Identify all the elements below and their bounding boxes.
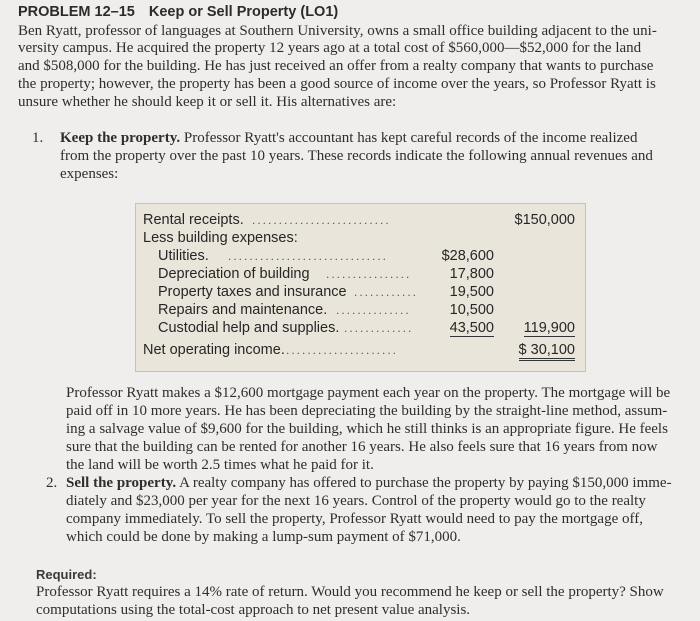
alternative-1-line: from the property over the past 10 years. These records indicate the following annual revenues and: [60, 148, 653, 164]
required-heading: Required:: [36, 567, 97, 582]
table-row: [136, 212, 585, 230]
intro-line: unsure whether he should keep it or sell it. His alternatives are:: [18, 94, 397, 110]
leader-dots: ..............: [336, 303, 411, 317]
mortgage-line: ing a salvage value of $9,600 for the building, which he still thinks is an appropriate figure. He feels: [66, 421, 668, 437]
alternative-2-line: which could be done by making a lump-sum payment of $71,000.: [66, 529, 461, 545]
leader-dots: ............: [354, 285, 419, 299]
alternative-2-title: Sell the property.: [66, 475, 177, 491]
alternative-1-line: expenses:: [60, 166, 119, 182]
expense-label: Custodial help and supplies.: [158, 320, 340, 336]
expense-label: Depreciation of building: [158, 266, 310, 282]
leader-dots: ..........................: [252, 213, 391, 227]
alternative-2-line: diately and $23,000 per year for the next 16 years. Control of the property would go to the realty: [66, 493, 646, 509]
table-row: [136, 284, 585, 302]
alternative-1-first-line: [60, 130, 637, 147]
table-row: [136, 320, 585, 338]
table-row: [136, 230, 585, 248]
net-income-total: $ 30,100: [519, 342, 575, 361]
mortgage-line: paid off in 10 more years. He has been depreciating the building by the straight-line method, assum-: [66, 403, 668, 419]
learning-objective: (LO1): [300, 4, 339, 20]
expense-value: 17,800: [449, 266, 494, 282]
problem-label: PROBLEM 12–15: [18, 4, 135, 20]
required-line: Professor Ryatt requires a 14% rate of return. Would you recommend he keep or sell the property? Show: [36, 584, 664, 600]
leader-dots: .............: [344, 321, 414, 335]
problem-heading: [18, 4, 338, 20]
alternative-2-text: A realty company has offered to purchase the property by paying $150,000 imme-: [179, 475, 672, 491]
table-row: [136, 342, 585, 360]
expense-label: Repairs and maintenance.: [158, 302, 328, 318]
alternative-2-number: 2.: [46, 475, 58, 491]
required-line: computations using the total-cost approach to net present value analysis.: [36, 602, 471, 618]
intro-line: the property; however, the property has been a good source of income over the years, so Professor Ryatt is: [18, 76, 656, 92]
table-row: [136, 302, 585, 320]
intro-line: versity campus. He acquired the property 12 years ago at a total cost of $560,000—$52,000 for the land: [18, 40, 642, 56]
table-row: [136, 266, 585, 284]
leader-dots: ................: [326, 267, 412, 281]
net-income-label: Net operating income.: [143, 342, 285, 358]
leader-dots: .....................: [286, 343, 399, 357]
mortgage-line: the land will be worth 2.5 times what he paid for it.: [66, 457, 374, 473]
alternative-2-line: company immediately. To sell the property, Professor Ryatt would need to pay the mortgage off,: [66, 511, 643, 527]
rental-label: Rental receipts.: [143, 212, 244, 228]
alternative-2-first-line: [66, 475, 672, 492]
mortgage-line: Professor Ryatt makes a $12,600 mortgage payment each year on the property. The mortgage will be: [66, 385, 671, 401]
expense-label: Utilities.: [158, 248, 209, 264]
leader-dots: ..............................: [228, 249, 389, 263]
expense-label: Property taxes and insurance: [158, 284, 347, 300]
intro-line: and $508,000 for the building. He has just received an offer from a realty company that wants to purchase: [18, 58, 654, 74]
alternative-1-number: 1.: [32, 130, 44, 146]
expense-value: 10,500: [449, 302, 494, 318]
problem-title: Keep or Sell Property: [148, 4, 297, 20]
expense-value: 43,500: [449, 320, 494, 336]
mortgage-line: sure that the building can be rented for another 16 years. He also feels sure that 16 years from now: [66, 439, 658, 455]
intro-line: Ben Ryatt, professor of languages at Southern University, owns a small office building adjacent to the uni-: [18, 23, 657, 39]
less-expenses-label: Less building expenses:: [143, 230, 298, 246]
income-statement-table: [135, 203, 586, 372]
table-row: [136, 248, 585, 266]
alternative-1-title: Keep the property.: [60, 130, 181, 146]
alternative-1-text: Professor Ryatt's accountant has kept careful records of the income realized: [183, 130, 638, 146]
expense-value: $28,600: [441, 248, 494, 264]
total-expenses: 119,900: [523, 320, 575, 336]
expense-value: 19,500: [449, 284, 494, 300]
rental-total: $150,000: [514, 212, 575, 228]
